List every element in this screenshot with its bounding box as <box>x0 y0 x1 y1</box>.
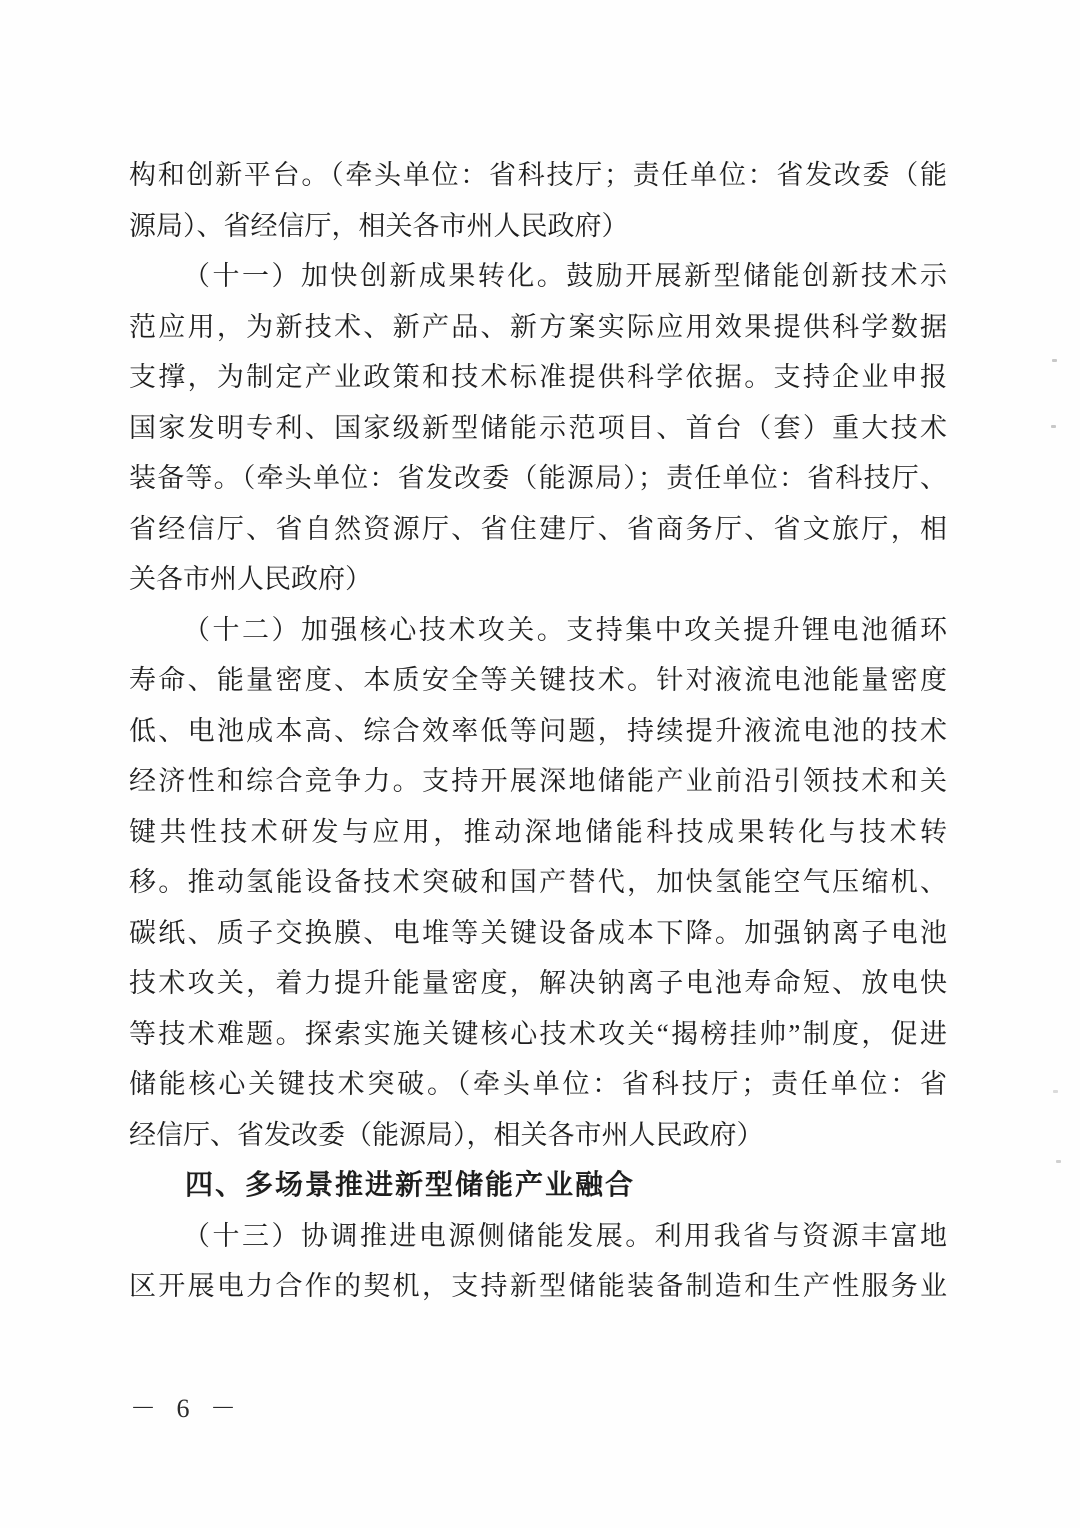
paragraph-line: （十二）加强核心技术攻关。支持集中攻关提升锂电池循环 <box>183 614 947 645</box>
paragraph-line: （十三）协调推进电源侧储能发展。利用我省与资源丰富地 <box>183 1220 947 1251</box>
paragraph-line: 源局）、省经信厅，相关各市州人民政府） <box>129 210 629 241</box>
document-body <box>129 150 947 1312</box>
paragraph-line: 低、电池成本高、综合效率低等问题，持续提升液流电池的技术 <box>129 715 947 746</box>
paragraph-line: 关各市州人民政府） <box>129 564 372 594</box>
paragraph-line: 等技术难题。探索实施关键核心技术攻关“揭榜挂帅”制度，促进 <box>129 1018 947 1049</box>
scan-artifact-dot <box>1053 1090 1058 1093</box>
scan-artifact-dot <box>1056 1160 1061 1163</box>
paragraph-line: （十一）加快创新成果转化。鼓励开展新型储能创新技术示 <box>183 261 947 291</box>
paragraph-line: 寿命、能量密度、本质安全等关键技术。针对液流电池能量密度 <box>129 665 947 695</box>
paragraph-line: 区开展电力合作的契机，支持新型储能装备制造和生产性服务业 <box>129 1271 947 1301</box>
scan-artifact-dot <box>1051 425 1056 428</box>
page-number: － 6 － <box>130 1394 244 1423</box>
paragraph-line: 装备等。（牵头单位：省发改委（能源局）；责任单位：省科技厅、 <box>129 463 947 493</box>
paragraph-line: 省经信厅、省自然资源厅、省住建厅、省商务厅、省文旅厅，相 <box>129 513 947 544</box>
paragraph-line: 范应用，为新技术、新产品、新方案实际应用效果提供科学数据 <box>129 311 947 342</box>
paragraph-line: 键共性技术研发与应用，推动深地储能科技成果转化与技术转 <box>129 816 947 847</box>
paragraph-line: 经信厅、省发改委（能源局），相关各市州人民政府） <box>129 1119 764 1150</box>
paragraph-line: 支撑，为制定产业政策和技术标准提供科学依据。支持企业申报 <box>129 362 947 392</box>
section-heading: 四、多场景推进新型储能产业融合 <box>185 1169 636 1200</box>
paragraph-line: 移。推动氢能设备技术突破和国产替代，加快氢能空气压缩机、 <box>129 867 947 897</box>
paragraph-line: 构和创新平台。（牵头单位：省科技厅；责任单位：省发改委（能 <box>129 160 947 190</box>
paragraph-line: 经济性和综合竞争力。支持开展深地储能产业前沿引领技术和关 <box>129 766 947 796</box>
paragraph-line: 技术攻关，着力提升能量密度，解决钠离子电池寿命短、放电快 <box>129 968 947 998</box>
paragraph-line: 碳纸、质子交换膜、电堆等关键设备成本下降。加强钠离子电池 <box>129 917 947 948</box>
scan-artifact-dot <box>1052 359 1057 362</box>
paragraph-line: 国家发明专利、国家级新型储能示范项目、首台（套）重大技术 <box>129 412 947 443</box>
paragraph-line: 储能核心关键技术突破。（牵头单位：省科技厅；责任单位：省 <box>129 1069 947 1099</box>
